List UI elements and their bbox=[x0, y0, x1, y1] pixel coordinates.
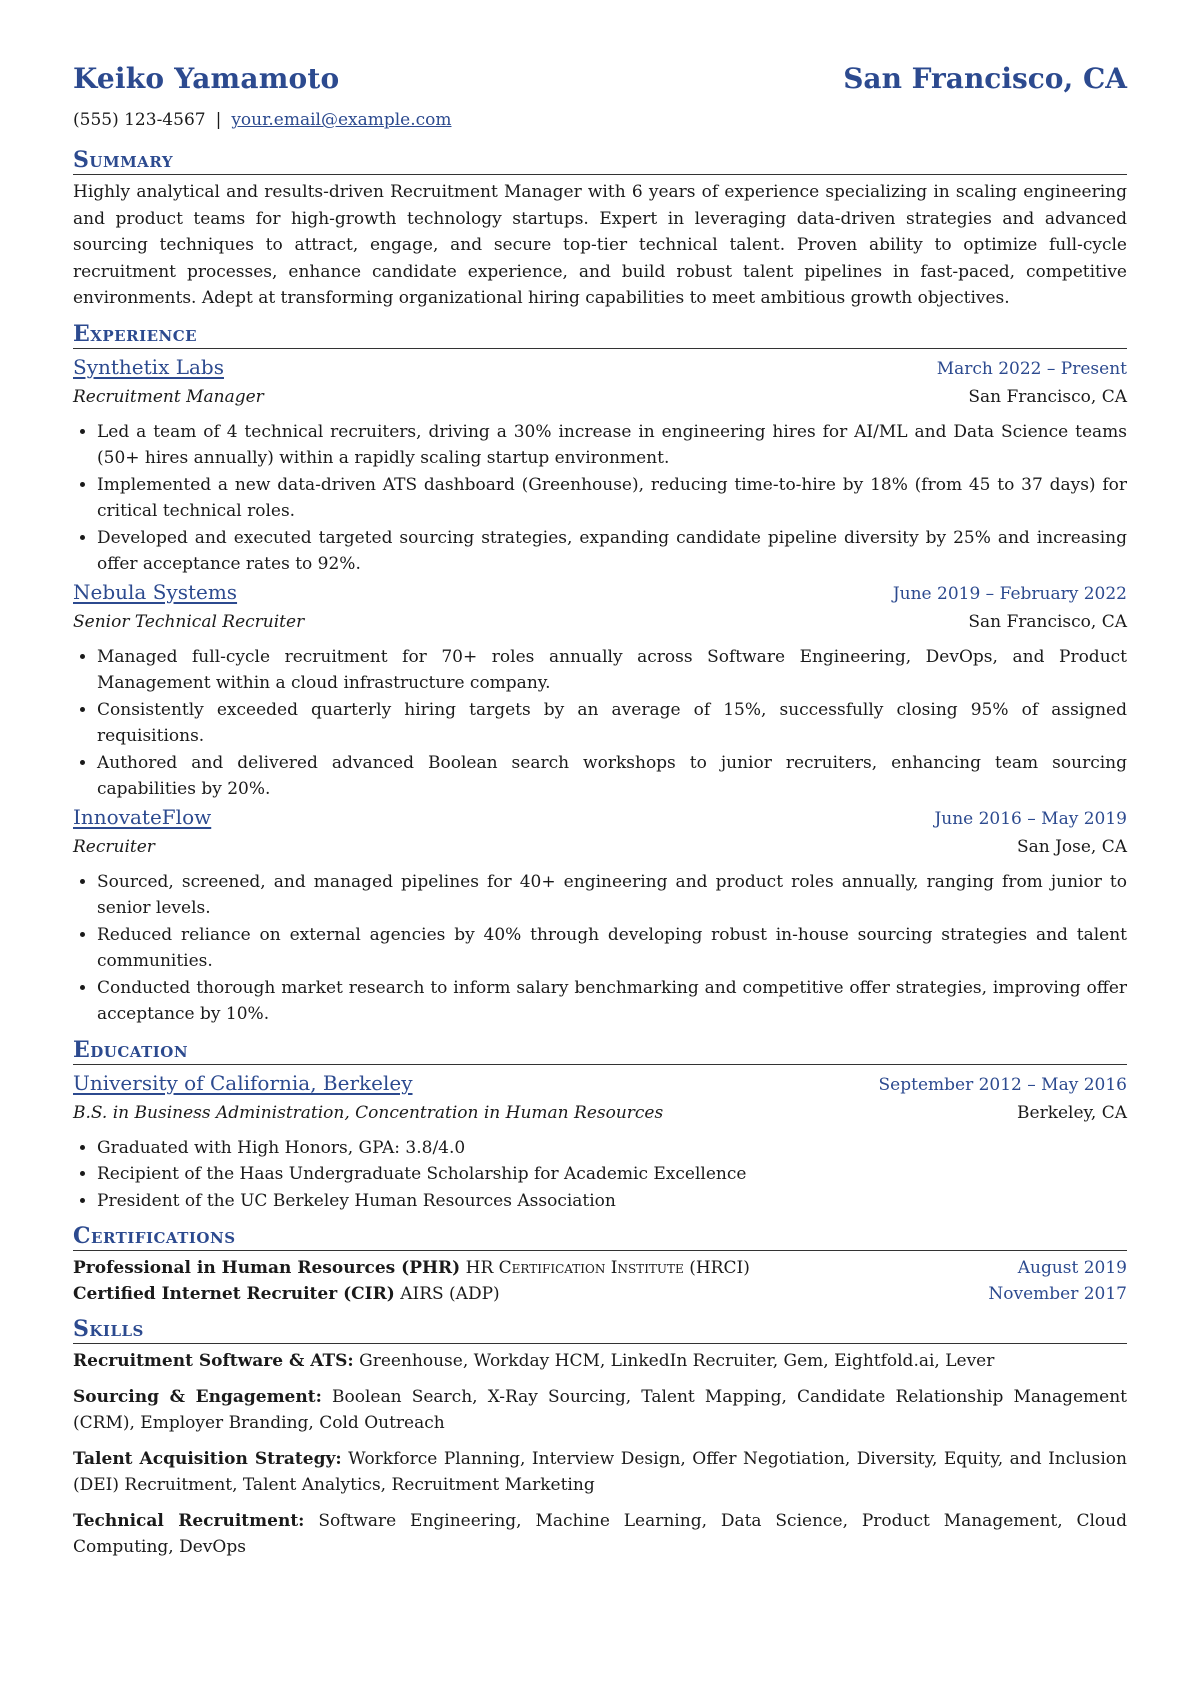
school-name[interactable]: University of California, Berkeley bbox=[73, 1070, 413, 1095]
job-bullets bbox=[73, 419, 1127, 578]
job-location: San Jose, CA bbox=[1016, 836, 1127, 857]
cert-issuer: HR Certification Institute (HRCI) bbox=[465, 1258, 750, 1278]
job-bullets bbox=[73, 869, 1127, 1028]
job-dates: March 2022 – Present bbox=[936, 358, 1127, 379]
job-entry-nebula bbox=[73, 578, 1127, 803]
cert-date: November 2017 bbox=[988, 1284, 1127, 1304]
job-location: San Francisco, CA bbox=[968, 611, 1127, 632]
skill-label: Talent Acquisition Strategy: bbox=[73, 1448, 342, 1469]
skill-label: Sourcing & Engagement: bbox=[73, 1386, 322, 1407]
cert-name: Certified Internet Recruiter (CIR) bbox=[73, 1284, 395, 1304]
skill-values: Workforce Planning, Interview Design, Offer Negotiation, Diversity, Equity, and Inclusion (DEI) Recruitment, Talent Analytics, Recruitment Marketing bbox=[73, 1448, 1127, 1495]
education-heading: Education bbox=[73, 1036, 1127, 1065]
resume-page bbox=[73, 62, 1127, 1570]
bullet-item: • Sourced, screened, and managed pipelines for 40+ engineering and product roles annually, ranging from junior to senior levels. bbox=[97, 869, 1127, 922]
skill-values: Boolean Search, X-Ray Sourcing, Talent Mapping, Candidate Relationship Management (CRM), Employer Branding, Cold Outreach bbox=[73, 1386, 1128, 1433]
skills-heading: Skills bbox=[73, 1315, 1127, 1344]
cert-issuer: AIRS (ADP) bbox=[400, 1284, 500, 1304]
bullet-item: • Managed full-cycle recruitment for 70+ roles annually across Software Engineering, DevOps, and Product Management within a cloud infrastructure company. bbox=[97, 644, 1127, 697]
education-bullets bbox=[73, 1135, 1127, 1215]
certification-row bbox=[73, 1255, 1127, 1281]
summary-heading: Summary bbox=[73, 146, 1127, 175]
bullet-item: • Led a team of 4 technical recruiters, driving a 30% increase in engineering hires for AI/ML and Data Science teams (50+ hires annually) within a rapidly scaling startup environment. bbox=[97, 419, 1127, 472]
bullet-item: • Consistently exceeded quarterly hiring targets by an average of 15%, successfully closing 95% of assigned requisitions. bbox=[97, 697, 1127, 750]
skill-label: Recruitment Software & ATS: bbox=[73, 1351, 354, 1371]
company-name[interactable]: InnovateFlow bbox=[73, 804, 212, 829]
job-title: Senior Technical Recruiter bbox=[73, 611, 305, 632]
candidate-name: Keiko Yamamoto bbox=[73, 62, 340, 95]
skill-group bbox=[73, 1348, 1127, 1375]
bullet-item: • President of the UC Berkeley Human Resources Association bbox=[97, 1188, 1127, 1215]
bullet-item: • Reduced reliance on external agencies by 40% through developing robust in-house sourcing strategies and talent communities. bbox=[97, 922, 1127, 975]
contact-line bbox=[73, 110, 1127, 140]
degree: B.S. in Business Administration, Concentration in Human Resources bbox=[73, 1102, 664, 1123]
certification-row bbox=[73, 1281, 1127, 1307]
candidate-location: San Francisco, CA bbox=[843, 62, 1127, 95]
job-entry-innovateflow bbox=[73, 803, 1127, 1028]
job-location: San Francisco, CA bbox=[968, 386, 1127, 407]
certifications-heading: Certifications bbox=[73, 1222, 1127, 1251]
job-title: Recruiter bbox=[73, 836, 155, 857]
skill-values: Software Engineering, Machine Learning, Data Science, Product Management, Cloud Computing, DevOps bbox=[73, 1510, 1127, 1557]
education-location: Berkeley, CA bbox=[1017, 1102, 1127, 1123]
bullet-item: • Conducted thorough market research to inform salary benchmarking and competitive offer strategies, improving offer acceptance by 10%. bbox=[97, 975, 1127, 1028]
bullet-item: • Developed and executed targeted sourcing strategies, expanding candidate pipeline diversity by 25% and increasing offer acceptance rates to 92%. bbox=[97, 525, 1127, 578]
cert-name: Professional in Human Resources (PHR) bbox=[73, 1258, 461, 1278]
cert-date: August 2019 bbox=[1017, 1258, 1127, 1278]
bullet-item: • Graduated with High Honors, GPA: 3.8/4.0 bbox=[97, 1135, 1127, 1162]
job-entry-synthetix bbox=[73, 353, 1127, 578]
education-entry bbox=[73, 1069, 1127, 1215]
skill-values: Greenhouse, Workday HCM, LinkedIn Recruiter, Gem, Eightfold.ai, Lever bbox=[359, 1351, 995, 1371]
job-dates: June 2019 – February 2022 bbox=[892, 583, 1127, 604]
experience-heading: Experience bbox=[73, 320, 1127, 349]
email-link[interactable]: your.email@example.com bbox=[231, 110, 452, 130]
skill-group bbox=[73, 1446, 1127, 1499]
education-dates: September 2012 – May 2016 bbox=[878, 1074, 1127, 1095]
summary-text: Highly analytical and results-driven Recruitment Manager with 6 years of experience specializing in scaling engineering and product teams for high-growth technology startups. Expert in leveraging data-driven strategies and advanced sourcing techniques to attract, engage, and secure top-tier technical talent. Proven ability to optimize full-cycle recruitment processes, enhance candidate experience, and build robust talent pipelines in fast-paced, competitive environments. Adept at transforming organizational hiring capabilities to meet ambitious growth objectives. bbox=[73, 182, 1127, 308]
company-name[interactable]: Nebula Systems bbox=[73, 579, 238, 604]
bullet-item: • Authored and delivered advanced Boolean search workshops to junior recruiters, enhancing team sourcing capabilities by 20%. bbox=[97, 750, 1127, 803]
job-bullets bbox=[73, 644, 1127, 803]
skill-group bbox=[73, 1508, 1127, 1561]
phone-number: (555) 123-4567 bbox=[73, 110, 206, 130]
bullet-item: • Implemented a new data-driven ATS dashboard (Greenhouse), reducing time-to-hire by 18% (from 45 to 37 days) for critical technical roles. bbox=[97, 472, 1127, 525]
skill-group bbox=[73, 1384, 1127, 1437]
bullet-item: • Recipient of the Haas Undergraduate Scholarship for Academic Excellence bbox=[97, 1161, 1127, 1188]
contact-separator: | bbox=[215, 110, 222, 130]
job-title: Recruitment Manager bbox=[73, 386, 264, 407]
job-dates: June 2016 – May 2019 bbox=[934, 808, 1127, 829]
skill-label: Technical Recruitment: bbox=[73, 1510, 305, 1531]
company-name[interactable]: Synthetix Labs bbox=[73, 354, 224, 379]
resume-header bbox=[73, 62, 1127, 106]
